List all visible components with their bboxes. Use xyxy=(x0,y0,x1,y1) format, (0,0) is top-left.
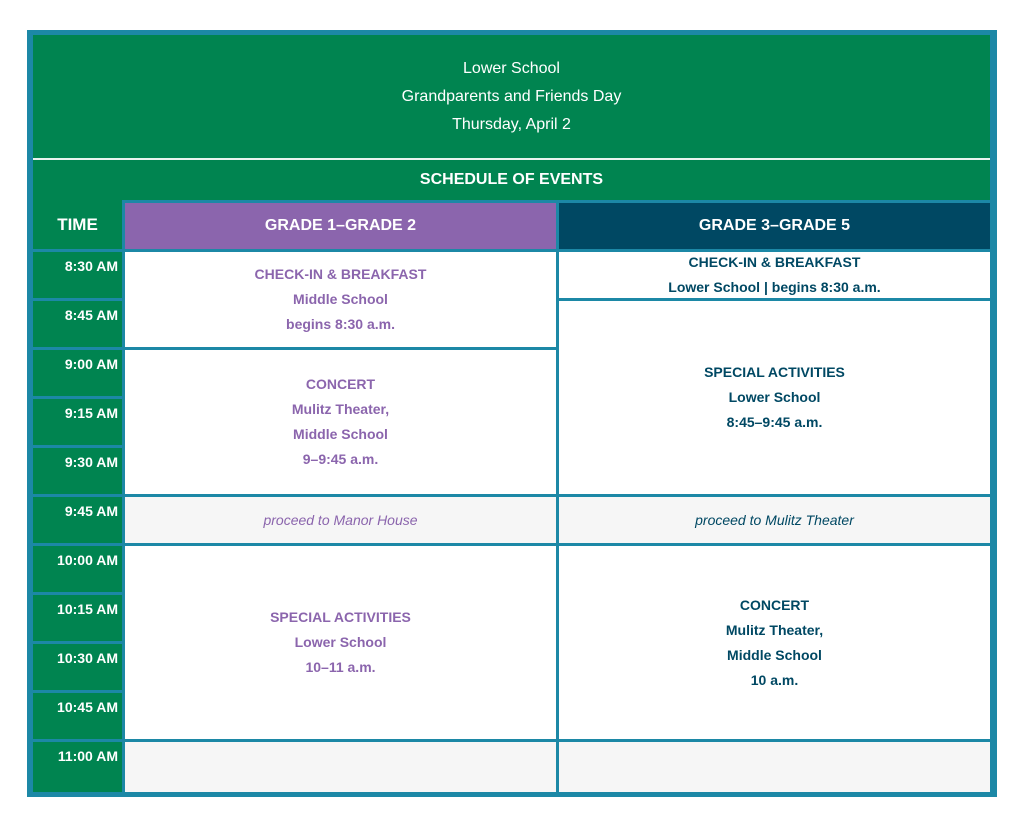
grade12-end-cell xyxy=(125,742,556,792)
time-slot: 9:45 AM xyxy=(33,497,122,543)
time-slot: 10:15 AM xyxy=(33,595,122,641)
grade35-concert-time: 10 a.m. xyxy=(750,671,799,688)
grade35-checkin-cell xyxy=(559,252,990,298)
time-slot: 10:30 AM xyxy=(33,644,122,690)
grade12-proceed-text: proceed to Manor House xyxy=(263,511,418,528)
grade12-concert-location: Middle School xyxy=(293,426,388,442)
grade12-checkin-cell xyxy=(125,252,556,347)
time-column-header: TIME xyxy=(33,200,122,249)
header-school: Lower School xyxy=(463,60,560,77)
time-slot: 9:00 AM xyxy=(33,350,122,396)
grade35-activities-cell xyxy=(559,301,990,494)
grade12-proceed-cell xyxy=(125,497,556,543)
grade12-concert-venue: Mulitz Theater, xyxy=(291,401,390,417)
grade12-activities-title: SPECIAL ACTIVITIES xyxy=(270,609,411,625)
grade35-concert-venue: Mulitz Theater, xyxy=(725,621,824,638)
schedule-title: SCHEDULE OF EVENTS xyxy=(33,160,990,200)
grade12-concert-time: 9–9:45 a.m. xyxy=(302,451,379,467)
page-header xyxy=(33,35,990,158)
time-slot: 10:45 AM xyxy=(33,693,122,739)
time-slot: 8:45 AM xyxy=(33,301,122,347)
grade35-concert-title: CONCERT xyxy=(739,596,810,613)
grade35-proceed-cell xyxy=(559,497,990,543)
grade35-checkin-title: CHECK-IN & BREAKFAST xyxy=(688,254,861,270)
time-slot: 10:00 AM xyxy=(33,546,122,592)
grade12-checkin-time: begins 8:30 a.m. xyxy=(286,316,395,332)
time-slot: 11:00 AM xyxy=(33,742,122,792)
time-slot: 9:15 AM xyxy=(33,399,122,445)
grade35-concert-location: Middle School xyxy=(727,646,822,663)
header-date: Thursday, April 2 xyxy=(452,116,571,133)
grade12-activities-time: 10–11 a.m. xyxy=(305,659,376,675)
grade12-checkin-title: CHECK-IN & BREAKFAST xyxy=(254,266,427,282)
time-slot: 9:30 AM xyxy=(33,448,122,494)
header-event: Grandparents and Friends Day xyxy=(401,88,622,105)
grade35-checkin-details: Lower School | begins 8:30 a.m. xyxy=(668,279,881,295)
grade35-activities-location: Lower School xyxy=(728,389,821,405)
grade12-activities-cell xyxy=(125,546,556,739)
grade12-column-header: GRADE 1–GRADE 2 xyxy=(125,203,556,249)
grade35-end-cell xyxy=(559,742,990,792)
grade12-concert-cell xyxy=(125,350,556,494)
grade35-proceed-text: proceed to Mulitz Theater xyxy=(695,511,854,528)
grade35-activities-time: 8:45–9:45 a.m. xyxy=(726,414,823,430)
grade12-activities-location: Lower School xyxy=(294,634,387,650)
grade35-activities-title: SPECIAL ACTIVITIES xyxy=(704,364,845,380)
time-slot: 8:30 AM xyxy=(33,252,122,298)
grade12-checkin-location: Middle School xyxy=(293,291,388,307)
grade35-column-header: GRADE 3–GRADE 5 xyxy=(559,203,990,249)
grade12-concert-title: CONCERT xyxy=(305,376,376,392)
grade35-concert-cell xyxy=(559,546,990,739)
